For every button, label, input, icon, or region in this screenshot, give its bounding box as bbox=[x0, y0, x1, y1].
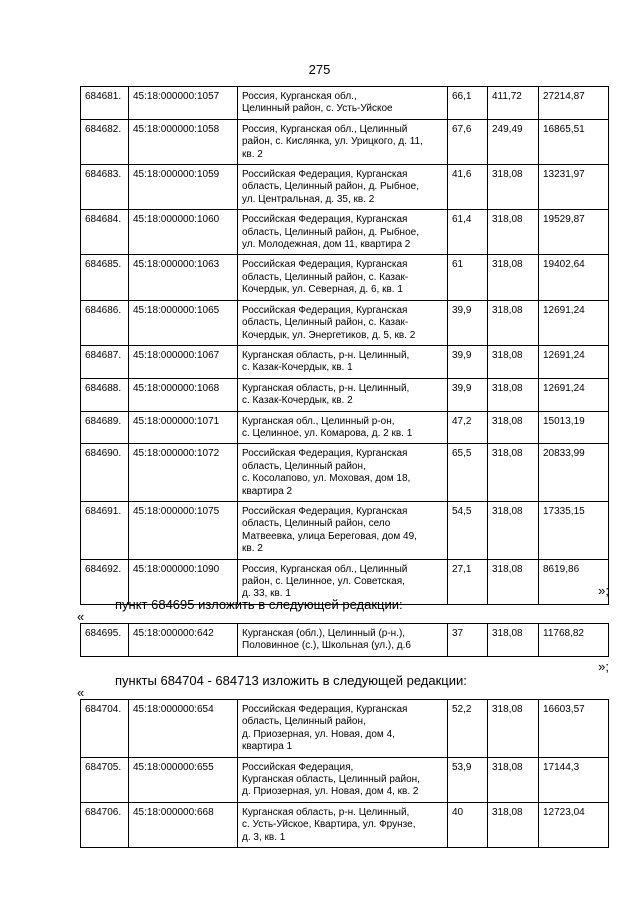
rate-cell: 318,08 bbox=[488, 501, 539, 559]
amendment-instruction: пункт 684695 изложить в следующей редакции: bbox=[115, 597, 403, 612]
amendment-instruction: пункты 684704 - 684713 изложить в следующей редакции: bbox=[115, 673, 467, 688]
row-number-cell: 684688. bbox=[81, 378, 129, 411]
value-cell: 12691,24 bbox=[539, 345, 609, 378]
rate-cell: 318,08 bbox=[488, 378, 539, 411]
address-cell: Курганская обл., Целинный р-он, с. Целинное, ул. Комарова, д. 2 кв. 1 bbox=[238, 411, 448, 444]
value-cell: 12691,24 bbox=[539, 378, 609, 411]
table-row bbox=[81, 210, 609, 255]
rate-cell: 318,08 bbox=[488, 624, 539, 657]
rate-cell: 318,08 bbox=[488, 700, 539, 758]
area-cell: 52,2 bbox=[448, 700, 488, 758]
value-cell: 17144,3 bbox=[539, 757, 609, 802]
property-table-3 bbox=[80, 699, 609, 848]
rate-cell: 318,08 bbox=[488, 444, 539, 502]
rate-cell: 318,08 bbox=[488, 345, 539, 378]
cadastral-number-cell: 45:18:000000:1060 bbox=[129, 210, 238, 255]
area-cell: 37 bbox=[448, 624, 488, 657]
area-cell: 61 bbox=[448, 255, 488, 300]
row-number-cell: 684705. bbox=[81, 757, 129, 802]
cadastral-number-cell: 45:18:000000:654 bbox=[129, 700, 238, 758]
address-cell: Российская Федерация, Курганская область, Целинный район, село Матвеевка, улица Береговая, дом 49, кв. 2 bbox=[238, 501, 448, 559]
page-number: 275 bbox=[308, 62, 331, 77]
row-number-cell: 684692. bbox=[81, 559, 129, 604]
cadastral-number-cell: 45:18:000000:1065 bbox=[129, 300, 238, 345]
value-cell: 19402,64 bbox=[539, 255, 609, 300]
rate-cell: 318,08 bbox=[488, 300, 539, 345]
row-number-cell: 684687. bbox=[81, 345, 129, 378]
area-cell: 54,5 bbox=[448, 501, 488, 559]
value-cell: 13231,97 bbox=[539, 165, 609, 210]
cadastral-number-cell: 45:18:000000:1068 bbox=[129, 378, 238, 411]
table-row bbox=[81, 378, 609, 411]
table-row bbox=[81, 165, 609, 210]
cadastral-number-cell: 45:18:000000:1090 bbox=[129, 559, 238, 604]
property-table-1 bbox=[80, 86, 609, 605]
property-table-2 bbox=[80, 623, 609, 657]
cadastral-number-cell: 45:18:000000:668 bbox=[129, 802, 238, 847]
cadastral-number-cell: 45:18:000000:1067 bbox=[129, 345, 238, 378]
opening-quote-mark: « bbox=[77, 685, 85, 700]
row-number-cell: 684706. bbox=[81, 802, 129, 847]
row-number-cell: 684691. bbox=[81, 501, 129, 559]
rate-cell: 318,08 bbox=[488, 210, 539, 255]
value-cell: 16603,57 bbox=[539, 700, 609, 758]
area-cell: 39,9 bbox=[448, 345, 488, 378]
row-number-cell: 684689. bbox=[81, 411, 129, 444]
table-row bbox=[81, 501, 609, 559]
table-row bbox=[81, 700, 609, 758]
area-cell: 65,5 bbox=[448, 444, 488, 502]
row-number-cell: 684704. bbox=[81, 700, 129, 758]
rate-cell: 318,08 bbox=[488, 802, 539, 847]
rate-cell: 318,08 bbox=[488, 165, 539, 210]
opening-quote-mark: « bbox=[77, 609, 85, 624]
area-cell: 47,2 bbox=[448, 411, 488, 444]
cadastral-number-cell: 45:18:000000:1072 bbox=[129, 444, 238, 502]
area-cell: 27,1 bbox=[448, 559, 488, 604]
area-cell: 39,9 bbox=[448, 378, 488, 411]
row-number-cell: 684684. bbox=[81, 210, 129, 255]
rate-cell: 318,08 bbox=[488, 757, 539, 802]
value-cell: 12723,04 bbox=[539, 802, 609, 847]
rate-cell: 318,08 bbox=[488, 411, 539, 444]
table-row bbox=[81, 87, 609, 120]
row-number-cell: 684690. bbox=[81, 444, 129, 502]
value-cell: 27214,87 bbox=[539, 87, 609, 120]
rate-cell: 318,08 bbox=[488, 559, 539, 604]
address-cell: Российская Федерация, Курганская область, Целинный район, д. Приозерная, ул. Новая, дом 4, квартира 1 bbox=[238, 700, 448, 758]
value-cell: 17335,15 bbox=[539, 501, 609, 559]
address-cell: Российская Федерация, Курганская область, Целинный район, д. Приозерная, ул. Новая, дом 4, кв. 2 bbox=[238, 757, 448, 802]
rate-cell: 411,72 bbox=[488, 87, 539, 120]
address-cell: Российская Федерация, Курганская область, Целинный район, д. Рыбное, ул. Центральная, д. 35, кв. 2 bbox=[238, 165, 448, 210]
area-cell: 67,6 bbox=[448, 119, 488, 164]
table-row bbox=[81, 411, 609, 444]
address-cell: Курганская (обл.), Целинный (р-н.), Половинное (с.), Школьная (ул.), д.6 bbox=[238, 624, 448, 657]
address-cell: Россия, Курганская обл., Целинный район, с. Усть-Уйское bbox=[238, 87, 448, 120]
cadastral-number-cell: 45:18:000000:1059 bbox=[129, 165, 238, 210]
cadastral-number-cell: 45:18:000000:1071 bbox=[129, 411, 238, 444]
address-cell: Российская Федерация, Курганская область, Целинный район, с. Косолапово, ул. Моховая, дом 18, квартира 2 bbox=[238, 444, 448, 502]
area-cell: 40 bbox=[448, 802, 488, 847]
table-row bbox=[81, 802, 609, 847]
address-cell: Курганская область, р-н. Целинный, с. Усть-Уйское, Квартира, ул. Фрунзе, д. 3, кв. 1 bbox=[238, 802, 448, 847]
address-cell: Российская Федерация, Курганская область, Целинный район, с. Казак- Кочердык, ул. Энергетиков, д. 5, кв. 2 bbox=[238, 300, 448, 345]
table-row bbox=[81, 444, 609, 502]
address-cell: Российская Федерация, Курганская область, Целинный район, с. Казак- Кочердык, ул. Северная, д. 6, кв. 1 bbox=[238, 255, 448, 300]
value-cell: 12691,24 bbox=[539, 300, 609, 345]
rate-cell: 249,49 bbox=[488, 119, 539, 164]
table-row bbox=[81, 300, 609, 345]
address-cell: Россия, Курганская обл., Целинный район, с. Целинное, ул. Советская, д. 33, кв. 1 bbox=[238, 559, 448, 604]
row-number-cell: 684685. bbox=[81, 255, 129, 300]
row-number-cell: 684683. bbox=[81, 165, 129, 210]
table-row bbox=[81, 255, 609, 300]
rate-cell: 318,08 bbox=[488, 255, 539, 300]
address-cell: Курганская область, р-н. Целинный, с. Казак-Кочердык, кв. 2 bbox=[238, 378, 448, 411]
row-number-cell: 684686. bbox=[81, 300, 129, 345]
value-cell: 11768,82 bbox=[539, 624, 609, 657]
address-cell: Курганская область, р-н. Целинный, с. Казак-Кочердык, кв. 1 bbox=[238, 345, 448, 378]
closing-quote-mark: »; bbox=[598, 659, 609, 674]
area-cell: 61,4 bbox=[448, 210, 488, 255]
area-cell: 41,6 bbox=[448, 165, 488, 210]
table-row bbox=[81, 624, 609, 657]
cadastral-number-cell: 45:18:000000:642 bbox=[129, 624, 238, 657]
area-cell: 39,9 bbox=[448, 300, 488, 345]
value-cell: 16865,51 bbox=[539, 119, 609, 164]
row-number-cell: 684695. bbox=[81, 624, 129, 657]
closing-quote-mark: »; bbox=[598, 583, 609, 598]
table-row bbox=[81, 119, 609, 164]
address-cell: Россия, Курганская обл., Целинный район, с. Кислянка, ул. Урицкого, д. 11, кв. 2 bbox=[238, 119, 448, 164]
row-number-cell: 684682. bbox=[81, 119, 129, 164]
cadastral-number-cell: 45:18:000000:655 bbox=[129, 757, 238, 802]
area-cell: 53,9 bbox=[448, 757, 488, 802]
value-cell: 20833,99 bbox=[539, 444, 609, 502]
value-cell: 8619,86 bbox=[539, 559, 609, 604]
value-cell: 15013,19 bbox=[539, 411, 609, 444]
table-row bbox=[81, 345, 609, 378]
row-number-cell: 684681. bbox=[81, 87, 129, 120]
cadastral-number-cell: 45:18:000000:1063 bbox=[129, 255, 238, 300]
cadastral-number-cell: 45:18:000000:1075 bbox=[129, 501, 238, 559]
area-cell: 66,1 bbox=[448, 87, 488, 120]
cadastral-number-cell: 45:18:000000:1057 bbox=[129, 87, 238, 120]
table-row bbox=[81, 757, 609, 802]
cadastral-number-cell: 45:18:000000:1058 bbox=[129, 119, 238, 164]
address-cell: Российская Федерация, Курганская область, Целинный район, д. Рыбное, ул. Молодежная, дом 11, квартира 2 bbox=[238, 210, 448, 255]
value-cell: 19529,87 bbox=[539, 210, 609, 255]
